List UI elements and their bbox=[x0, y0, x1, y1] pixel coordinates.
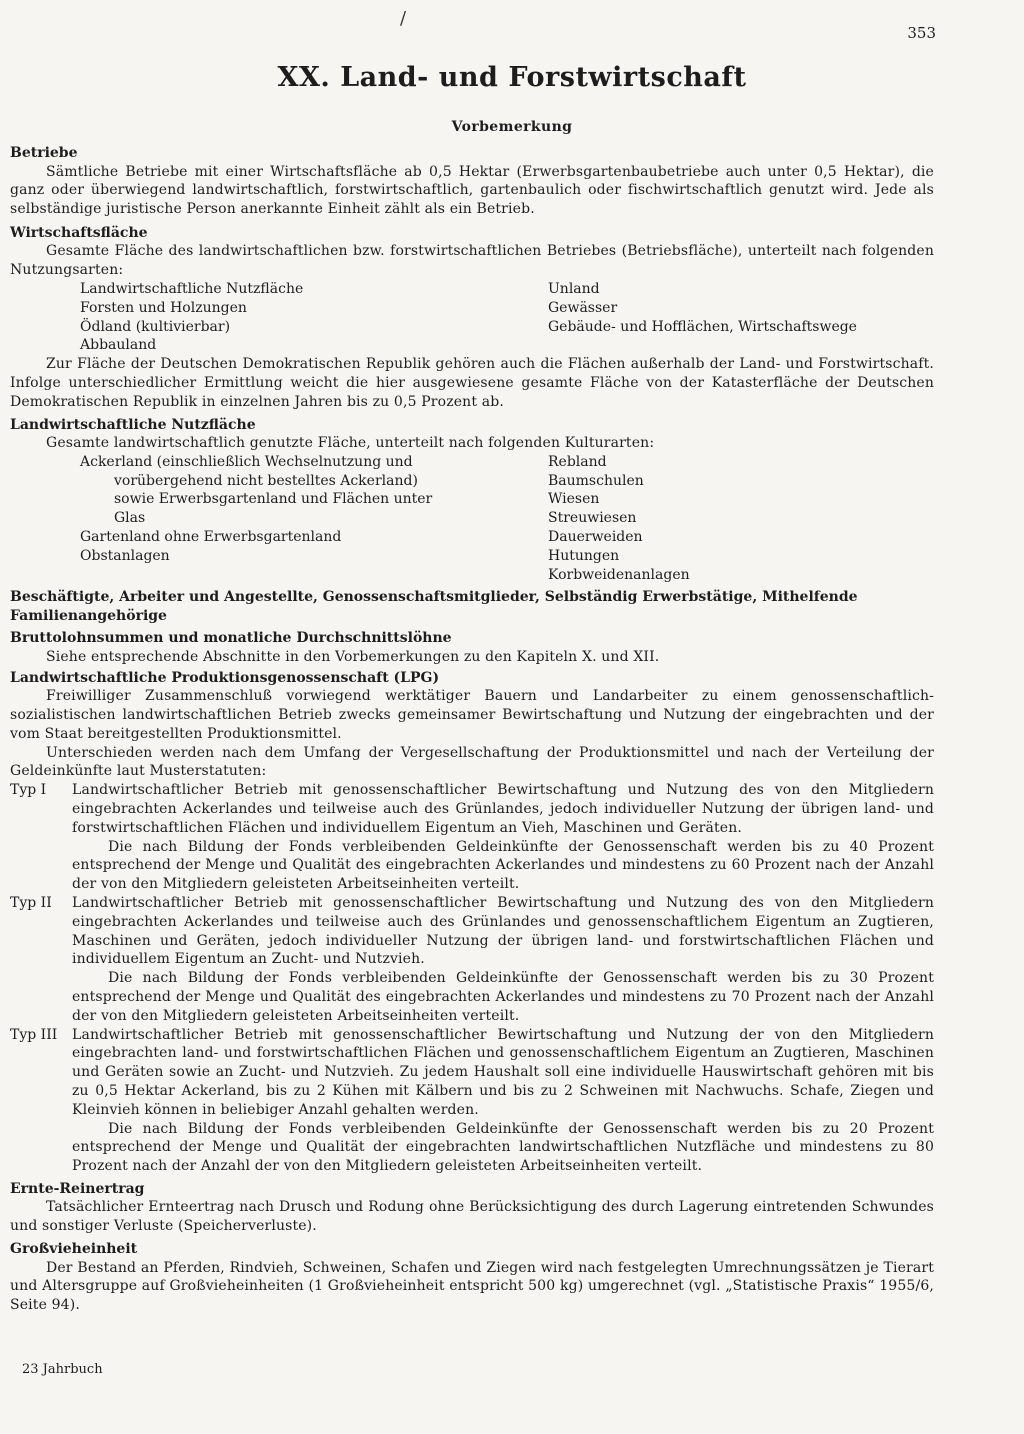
text-lpg-2: Unterschieden werden nach dem Umfang der Vergesellschaftung der Produktionsmittel und nach der Verteilung der Geldeinkünfte laut Musterstatuten: bbox=[10, 744, 934, 780]
text-lpg-1: Freiwilliger Zusammenschluß vorwiegend werktätiger Bauern und Landarbeiter zu einem genossenschaftlich-sozialistischen landwirtschaftlichen Betrieb zwecks gemeinsamer Bewirtschaftung und Nutzung der eingebrachten und der vom Staat bereitgestellten Produktionsmittel. bbox=[10, 688, 934, 742]
lpg-type-2 bbox=[10, 894, 934, 1026]
body-content bbox=[10, 144, 934, 1315]
type-fonds: Die nach Bildung der Fonds verbleibenden Geldeinkünfte der Genossenschaft werden bis zu 20 Prozent entsprechend der Menge und Qualität der eingebrachten landwirtschaftlichen Nutzfläche und mindestens zu 80 Prozent nach der Anzahl der von den Mitgliedern geleisteten Arbeitseinheiten verteilt. bbox=[72, 1120, 934, 1175]
lpg-type-1 bbox=[10, 781, 934, 894]
heading-beschaeftigte: Beschäftigte, Arbeiter und Angestellte, Genossenschaftsmitglieder, Selbständig Erwerbstätige, Mithelfende Familienangehörige bbox=[10, 589, 858, 624]
text-wirtschaftsflaeche-intro: Gesamte Fläche des landwirtschaftlichen bzw. forstwirtschaftlichen Betriebes (Betriebsfläche), unterteilt nach folgenden Nutzungsarten: bbox=[10, 243, 934, 279]
type-text: Landwirtschaftlicher Betrieb mit genossenschaftlicher Bewirtschaftung und Nutzung der von den Mitgliedern eingebrachten land- und forstwirtschaftlichen Flächen und genossenschaftlichem Eigentum an Zugtieren, Maschinen und Geräten sowie an Zucht- und Nutzvieh. Zu jedem Haushalt soll eine individuelle Hauswirtschaft gehören mit bis zu 0,5 Hektar Ackerland, bis zu 2 Kühen mit Kälbern und bis zu 2 Schweinen mit Nachwuchs. Schafe, Ziegen und Kleinvieh können in beliebiger Anzahl gehalten werden. bbox=[72, 1026, 934, 1118]
pen-mark: / bbox=[400, 8, 407, 29]
list-item: Streuwiesen bbox=[548, 510, 637, 527]
list-item: Glas bbox=[114, 510, 146, 527]
list-item: Baumschulen bbox=[548, 472, 644, 489]
footer-signature: 23 Jahrbuch bbox=[22, 1362, 103, 1377]
type-label: Typ I bbox=[10, 782, 47, 799]
list-item: Gebäude- und Hofflächen, Wirtschaftswege bbox=[548, 318, 857, 335]
list-item: Gartenland ohne Erwerbsgartenland bbox=[80, 529, 342, 546]
list-item: Unland bbox=[548, 280, 600, 297]
heading-brutto: Bruttolohnsummen und monatliche Durchschnittslöhne bbox=[10, 630, 452, 647]
type-fonds: Die nach Bildung der Fonds verbleibenden Geldeinkünfte der Genossenschaft werden bis zu 40 Prozent entsprechend der Menge und Qualität des eingebrachten Ackerlandes und mindestens zu 60 Prozent nach der Anzahl der von den Mitgliedern geleisteten Arbeitseinheiten verteilt. bbox=[72, 838, 934, 893]
heading-betriebe: Betriebe bbox=[10, 145, 78, 161]
text-nutzflaeche-intro: Gesamte landwirtschaftlich genutzte Fläche, unterteilt nach folgenden Kulturarten: bbox=[46, 435, 655, 452]
chapter-title: XX. Land- und Forstwirtschaft bbox=[277, 62, 747, 93]
list-item: Hutungen bbox=[548, 547, 620, 564]
list-item: Dauerweiden bbox=[548, 529, 643, 546]
list-item: Forsten und Holzungen bbox=[80, 299, 247, 316]
list-item: Korbweidenanlagen bbox=[548, 566, 690, 583]
list-item: Landwirtschaftliche Nutzfläche bbox=[80, 280, 304, 297]
heading-gve: Großvieheinheit bbox=[10, 1241, 138, 1258]
page-number: 353 bbox=[907, 24, 936, 42]
section-title: Vorbemerkung bbox=[451, 119, 573, 135]
heading-wirtschaftsflaeche: Wirtschaftsfläche bbox=[10, 224, 148, 241]
text-betriebe: Sämtliche Betriebe mit einer Wirtschaftsfläche ab 0,5 Hektar (Erwerbsgartenbaubetriebe auch unter 0,5 Hektar), die ganz oder überwiegend landwirtschaftlich, forstwirtschaftlich, gartenbaulich oder fischwirtschaftlich genutzt wird. Jede als selbständige juristische Person anerkannte Einheit zählt als ein Betrieb. bbox=[10, 163, 934, 218]
text-brutto: Siehe entsprechende Abschnitte in den Vorbemerkungen zu den Kapiteln X. und XII. bbox=[46, 648, 660, 665]
list-item: Gewässer bbox=[548, 299, 618, 316]
list-item: Abbauland bbox=[80, 337, 157, 354]
lpg-type-3 bbox=[10, 1026, 934, 1176]
nutzungsarten-list bbox=[10, 280, 934, 355]
type-text: Landwirtschaftlicher Betrieb mit genossenschaftlicher Bewirtschaftung und Nutzung des von den Mitgliedern eingebrachten Ackerlandes und teilweise auch des Grünlandes, jedoch individueller Nutzung der übrigen land- und forstwirtschaftlichen Flächen und individuellem Eigentum an Vieh, Maschinen und Geräten. bbox=[72, 782, 934, 836]
heading-nutzflaeche: Landwirtschaftliche Nutzfläche bbox=[10, 416, 256, 433]
list-item: Ackerland (einschließlich Wechselnutzung und bbox=[80, 453, 413, 470]
type-label: Typ III bbox=[10, 1026, 58, 1043]
type-fonds: Die nach Bildung der Fonds verbleibenden Geldeinkünfte der Genossenschaft werden bis zu 30 Prozent entsprechend der Menge und Qualität des eingebrachten Ackerlandes und mindestens zu 70 Prozent nach der Anzahl der von den Mitgliedern geleisteten Arbeitseinheiten verteilt. bbox=[72, 970, 934, 1024]
type-label: Typ II bbox=[10, 895, 52, 911]
text-ernte: Tatsächlicher Ernteertrag nach Drusch und Rodung ohne Berücksichtigung des durch Lagerung eintretenden Schwundes und sonstiger Verluste (Speicherverluste). bbox=[10, 1199, 934, 1235]
list-item: Ödland (kultivierbar) bbox=[80, 318, 231, 335]
list-item: Obstanlagen bbox=[80, 547, 170, 564]
type-text: Landwirtschaftlicher Betrieb mit genossenschaftlicher Bewirtschaftung und Nutzung des von den Mitgliedern eingebrachten Ackerlandes und teilweise auch des Grünlandes und genossenschaftlichem Eigentum an Zugtieren, Maschinen und Geräten, jedoch individueller Nutzung der übrigen land- und forstwirtschaftlichen Flächen und individuellem Eigentum an Zucht- und Nutzvieh. bbox=[72, 895, 934, 968]
kulturarten-list bbox=[10, 453, 934, 585]
list-item: Rebland bbox=[548, 453, 607, 470]
list-item: sowie Erwerbsgartenland und Flächen unter bbox=[114, 491, 433, 508]
list-item: vorübergehend nicht bestelltes Ackerland) bbox=[114, 472, 418, 489]
text-gve: Der Bestand an Pferden, Rindvieh, Schweinen, Schafen und Ziegen wird nach festgelegten Umrechnungssätzen je Tierart und Altersgruppe auf Großvieheinheiten (1 Großvieheinheit entspricht 500 kg) umgerechnet (vgl. „Statistische Praxis“ 1955/6, Seite 94). bbox=[10, 1259, 934, 1314]
list-item: Wiesen bbox=[548, 491, 600, 508]
heading-ernte: Ernte-Reinertrag bbox=[10, 1180, 145, 1197]
heading-lpg: Landwirtschaftliche Produktionsgenossenschaft (LPG) bbox=[10, 669, 440, 686]
text-wirtschaftsflaeche: Zur Fläche der Deutschen Demokratischen Republik gehören auch die Flächen außerhalb der Land- und Forstwirtschaft. Infolge unterschiedlicher Ermittlung weicht die hier ausgewiesene gesamte Fläche von der Katasterfläche der Deutschen Demokratischen Republik in einzelnen Jahren bis zu 0,5 Prozent ab. bbox=[10, 356, 934, 410]
